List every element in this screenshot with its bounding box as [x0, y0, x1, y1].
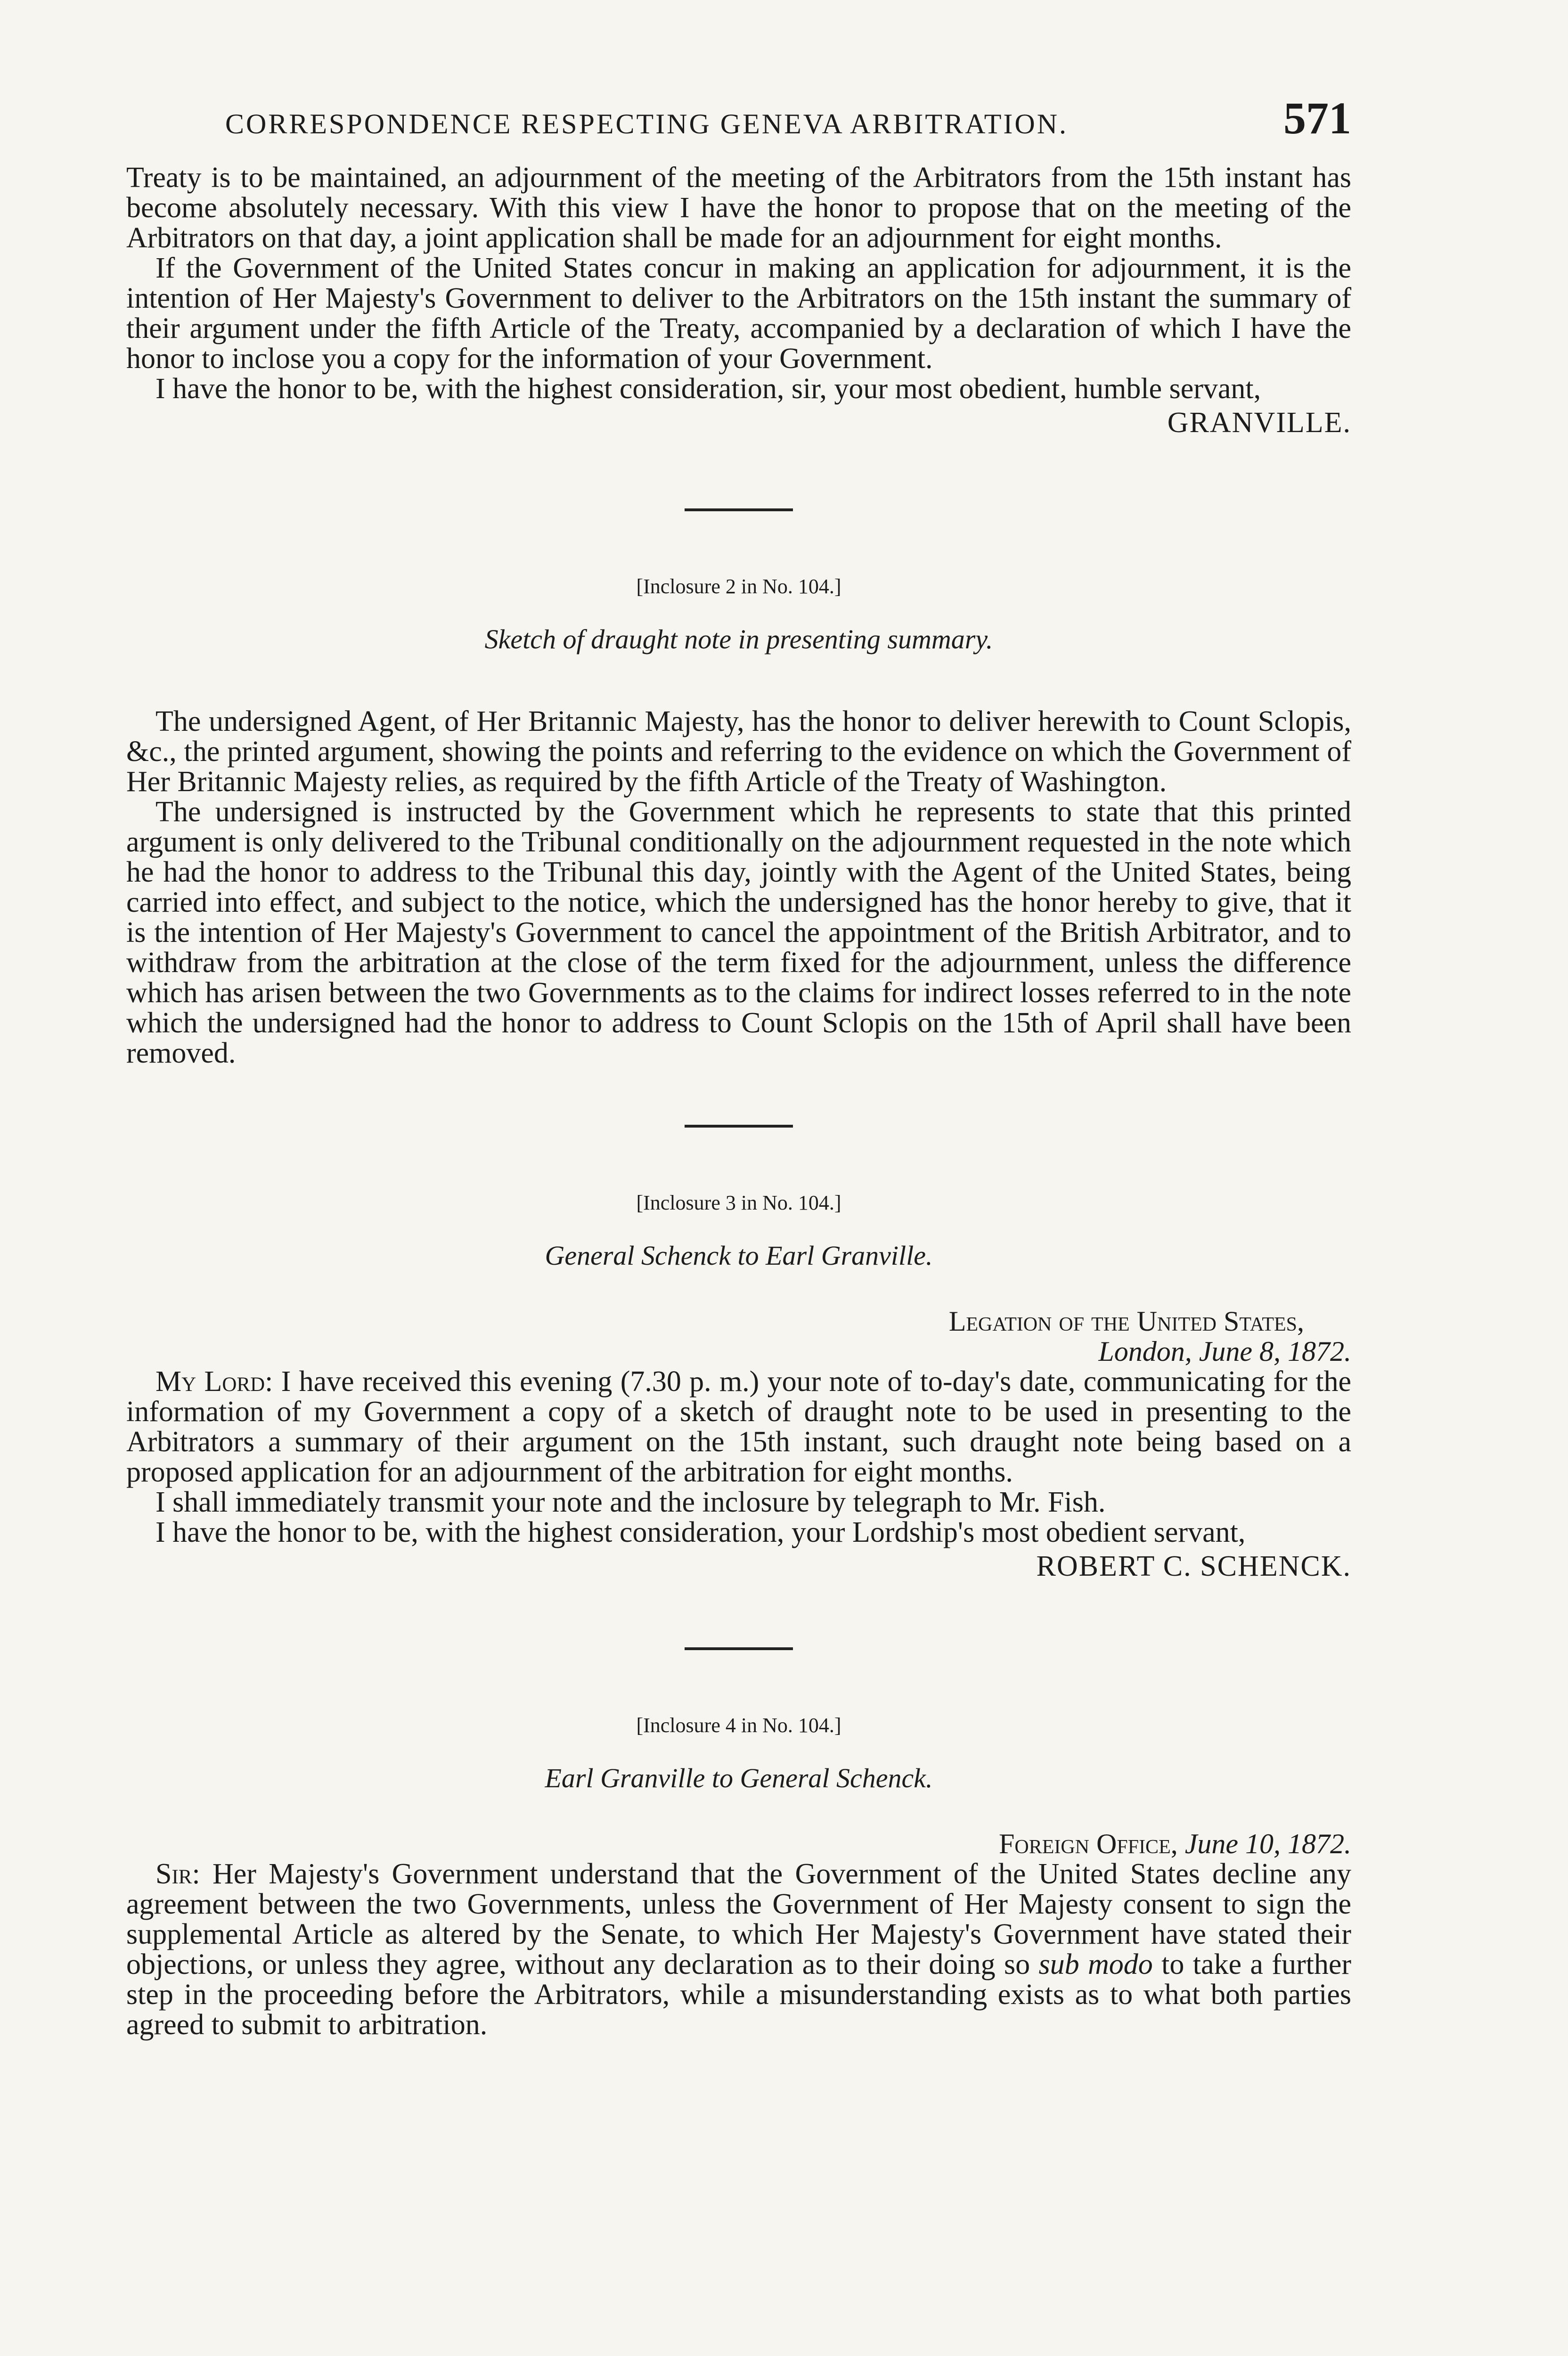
signature: ROBERT C. SCHENCK. [1036, 1550, 1351, 1582]
page-content [126, 92, 1351, 2040]
address-line [126, 1306, 1351, 1336]
signature: GRANVILLE. [1167, 407, 1351, 439]
document-title: Sketch of draught note in presenting summary. [484, 624, 993, 654]
paragraph-text: Her Majesty's Government understand that the Government of the United States decline any agreement between the two Governments, unless the Government of Her Majesty consent to sign the supplemental Article as altered by the Senate, to which Her Majesty's Government have stated their objections, or unless they agree, without any declaration as to their doing so [126, 1858, 1352, 1980]
paragraph: I shall immediately transmit your note and the inclosure by telegraph to Mr. Fish. [155, 1486, 1106, 1518]
page-number: 571 [1283, 93, 1351, 143]
document-title: General Schenck to Earl Granville. [545, 1240, 933, 1271]
inclosure-reference: [Inclosure 3 in No. 104.] [636, 1191, 841, 1214]
paragraph: If the Government of the United States concur in making an application for adjournment, it is the intention of Her Majesty's Government to deliver to the Arbitrators on the 15th instant the summary of their argument under the fifth Article of the Treaty, accompanied by a declaration of which I have the honor to inclose you a copy for the information of your Government. [126, 252, 1351, 375]
latin-phrase: sub modo [1038, 1948, 1153, 1980]
paragraph [126, 1366, 1351, 1487]
salutation: Sir: [155, 1858, 200, 1890]
inclosure-reference: [Inclosure 4 in No. 104.] [636, 1714, 841, 1737]
paragraph: I have the honor to be, with the highest consideration, your Lordship's most obedient servant, [155, 1516, 1246, 1548]
paragraph-text: to take a further step in the proceeding before the Arbitrators, while a misunderstanding exists as to what both parties agreed to submit to arbitration. [126, 1948, 1351, 2041]
paragraph-text: I have received this evening (7.30 p. m.) your note of to-day's date, communicating for the information of my Government a copy of a sketch of draught note to be used in presenting to the Arbitrators a summary of their argument on the 15th instant, such draught note being based on a proposed application for an adjournment of the arbitration for eight months. [126, 1366, 1351, 1488]
paragraph: Treaty is to be maintained, an adjournment of the meeting of the Arbitrators from the 15th instant has become absolutely necessary. With this view I have the honor to propose that on the meeting of the Arbitrators on that day, a joint application shall be made for an adjournment for eight months. [126, 162, 1351, 254]
letter-granville-continued [126, 163, 1351, 438]
sender-address: Legation of the United States, [948, 1306, 1304, 1337]
sender-address: Foreign Office, [999, 1828, 1178, 1859]
salutation: My Lord: [155, 1366, 273, 1398]
inclosure-reference: [Inclosure 2 in No. 104.] [636, 575, 841, 598]
letter-date: June 10, 1872. [1184, 1828, 1351, 1859]
address-line [126, 1829, 1351, 1859]
place-date: London, June 8, 1872. [1098, 1336, 1351, 1367]
paragraph: The undersigned is instructed by the Government which he represents to state that this printed argument is only delivered to the Tribunal conditionally on the adjournment requested in the note which he had the honor to address to the Tribunal this day, jointly with the Agent of the United States, being carried into effect, and subject to the notice, which the undersigned has the honor hereby to give, that it is the intention of Her Majesty's Government to cancel the appointment of the British Arbitrator, and to withdraw from the arbitration at the close of the term fixed for the adjournment, unless the difference which has arisen between the two Governments as to the claims for indirect losses referred to in the note which the undersigned had the honor to address to Count Sclopis on the 15th of April shall have been removed. [126, 796, 1351, 1069]
inclosure-2 [126, 573, 1351, 1068]
paragraph: I have the honor to be, with the highest consideration, sir, your most obedient, humble servant, [155, 373, 1261, 405]
paragraph: The undersigned Agent, of Her Britannic Majesty, has the honor to deliver herewith to Count Sclopis, &c., the printed argument, showing the points and referring to the evidence on which the Government of Her Britannic Majesty relies, as required by the fifth Article of the Treaty of Washington. [126, 705, 1351, 798]
running-header [126, 92, 1351, 163]
running-title: CORRESPONDENCE RESPECTING GENEVA ARBITRATION. [225, 108, 1069, 139]
inclosure-3 [126, 1189, 1351, 1581]
inclosure-4 [126, 1711, 1351, 2040]
place-date-line [126, 1336, 1351, 1366]
paragraph [126, 1859, 1351, 2040]
document-title: Earl Granville to General Schenck. [545, 1763, 933, 1793]
